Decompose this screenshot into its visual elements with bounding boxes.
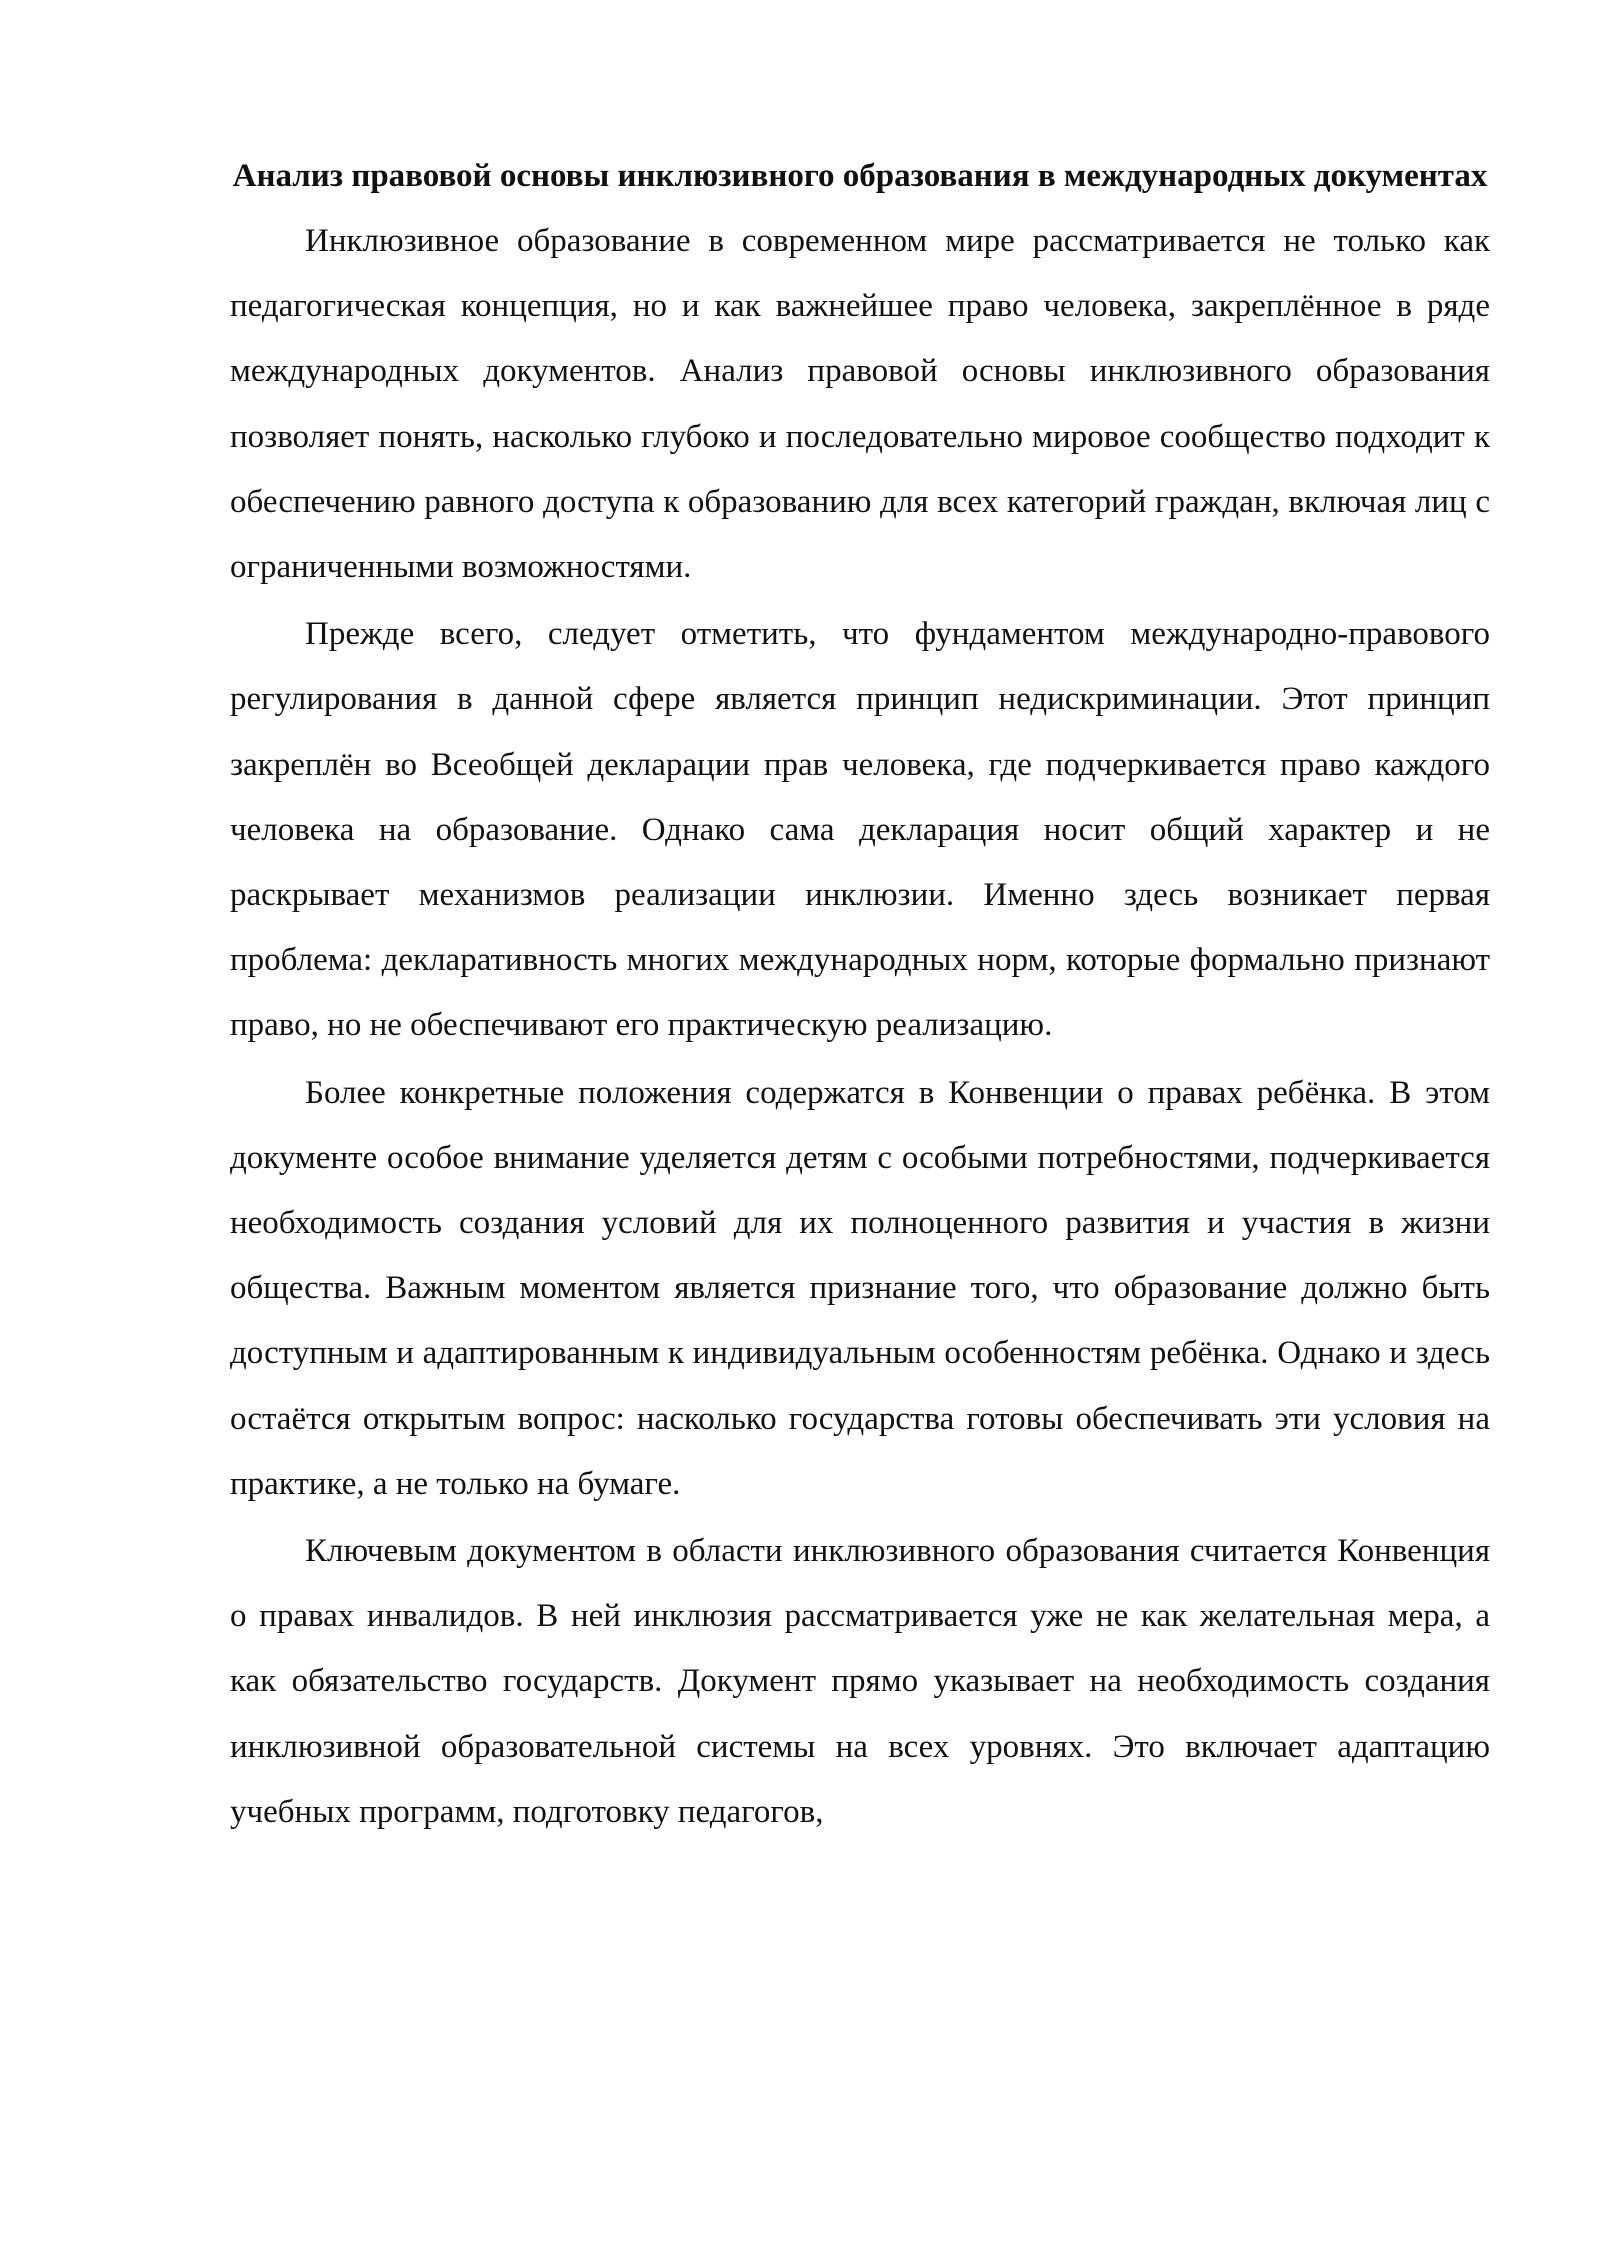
- paragraph-child-rights-convention: Более конкретные положения содержатся в Конвенции о правах ребёнка. В этом документе особое внимание уделяется детям с особыми потребностями, подчеркивается необходимость создания условий для их полноценного развития и участия в жизни общества. Важным моментом является признание того, что образование должно быть доступным и адаптированным к индивидуальным особенностям ребёнка. Однако и здесь остаётся открытым вопрос: насколько государства готовы обеспечивать эти условия на практике, а не только на бумаге.: [230, 1074, 1490, 1502]
- paragraph-introduction: Инклюзивное образование в современном мире рассматривается не только как педагогическая концепция, но и как важнейшее право человека, закреплённое в ряде международных документов. Анализ правовой основы инклюзивного образования позволяет понять, насколько глубоко и последовательно мировое сообщество подходит к обеспечению равного доступа к образованию для всех категорий граждан, включая лиц с ограниченными возможностями.: [230, 223, 1490, 586]
- document-body: [230, 144, 1490, 1845]
- document-title: Анализ правовой основы инклюзивного образования в международных документах: [232, 158, 1488, 194]
- paragraph-disability-rights-convention: Ключевым документом в области инклюзивного образования считается Конвенция о правах инвалидов. В ней инклюзия рассматривается уже не как желательная мера, а как обязательство государств. Документ прямо указывает на необходимость создания инклюзивной образовательной системы на всех уровнях. Это включает адаптацию учебных программ, подготовку педагогов,: [230, 1533, 1490, 1830]
- paragraph-non-discrimination: Прежде всего, следует отметить, что фундаментом международно-правового регулирования в данной сфере является принцип недискриминации. Этот принцип закреплён во Всеобщей декларации прав человека, где подчеркивается право каждого человека на образование. Однако сама декларация носит общий характер и не раскрывает механизмов реализации инклюзии. Именно здесь возникает первая проблема: декларативность многих международных норм, которые формально признают право, но не обеспечивают его практическую реализацию.: [230, 616, 1490, 1044]
